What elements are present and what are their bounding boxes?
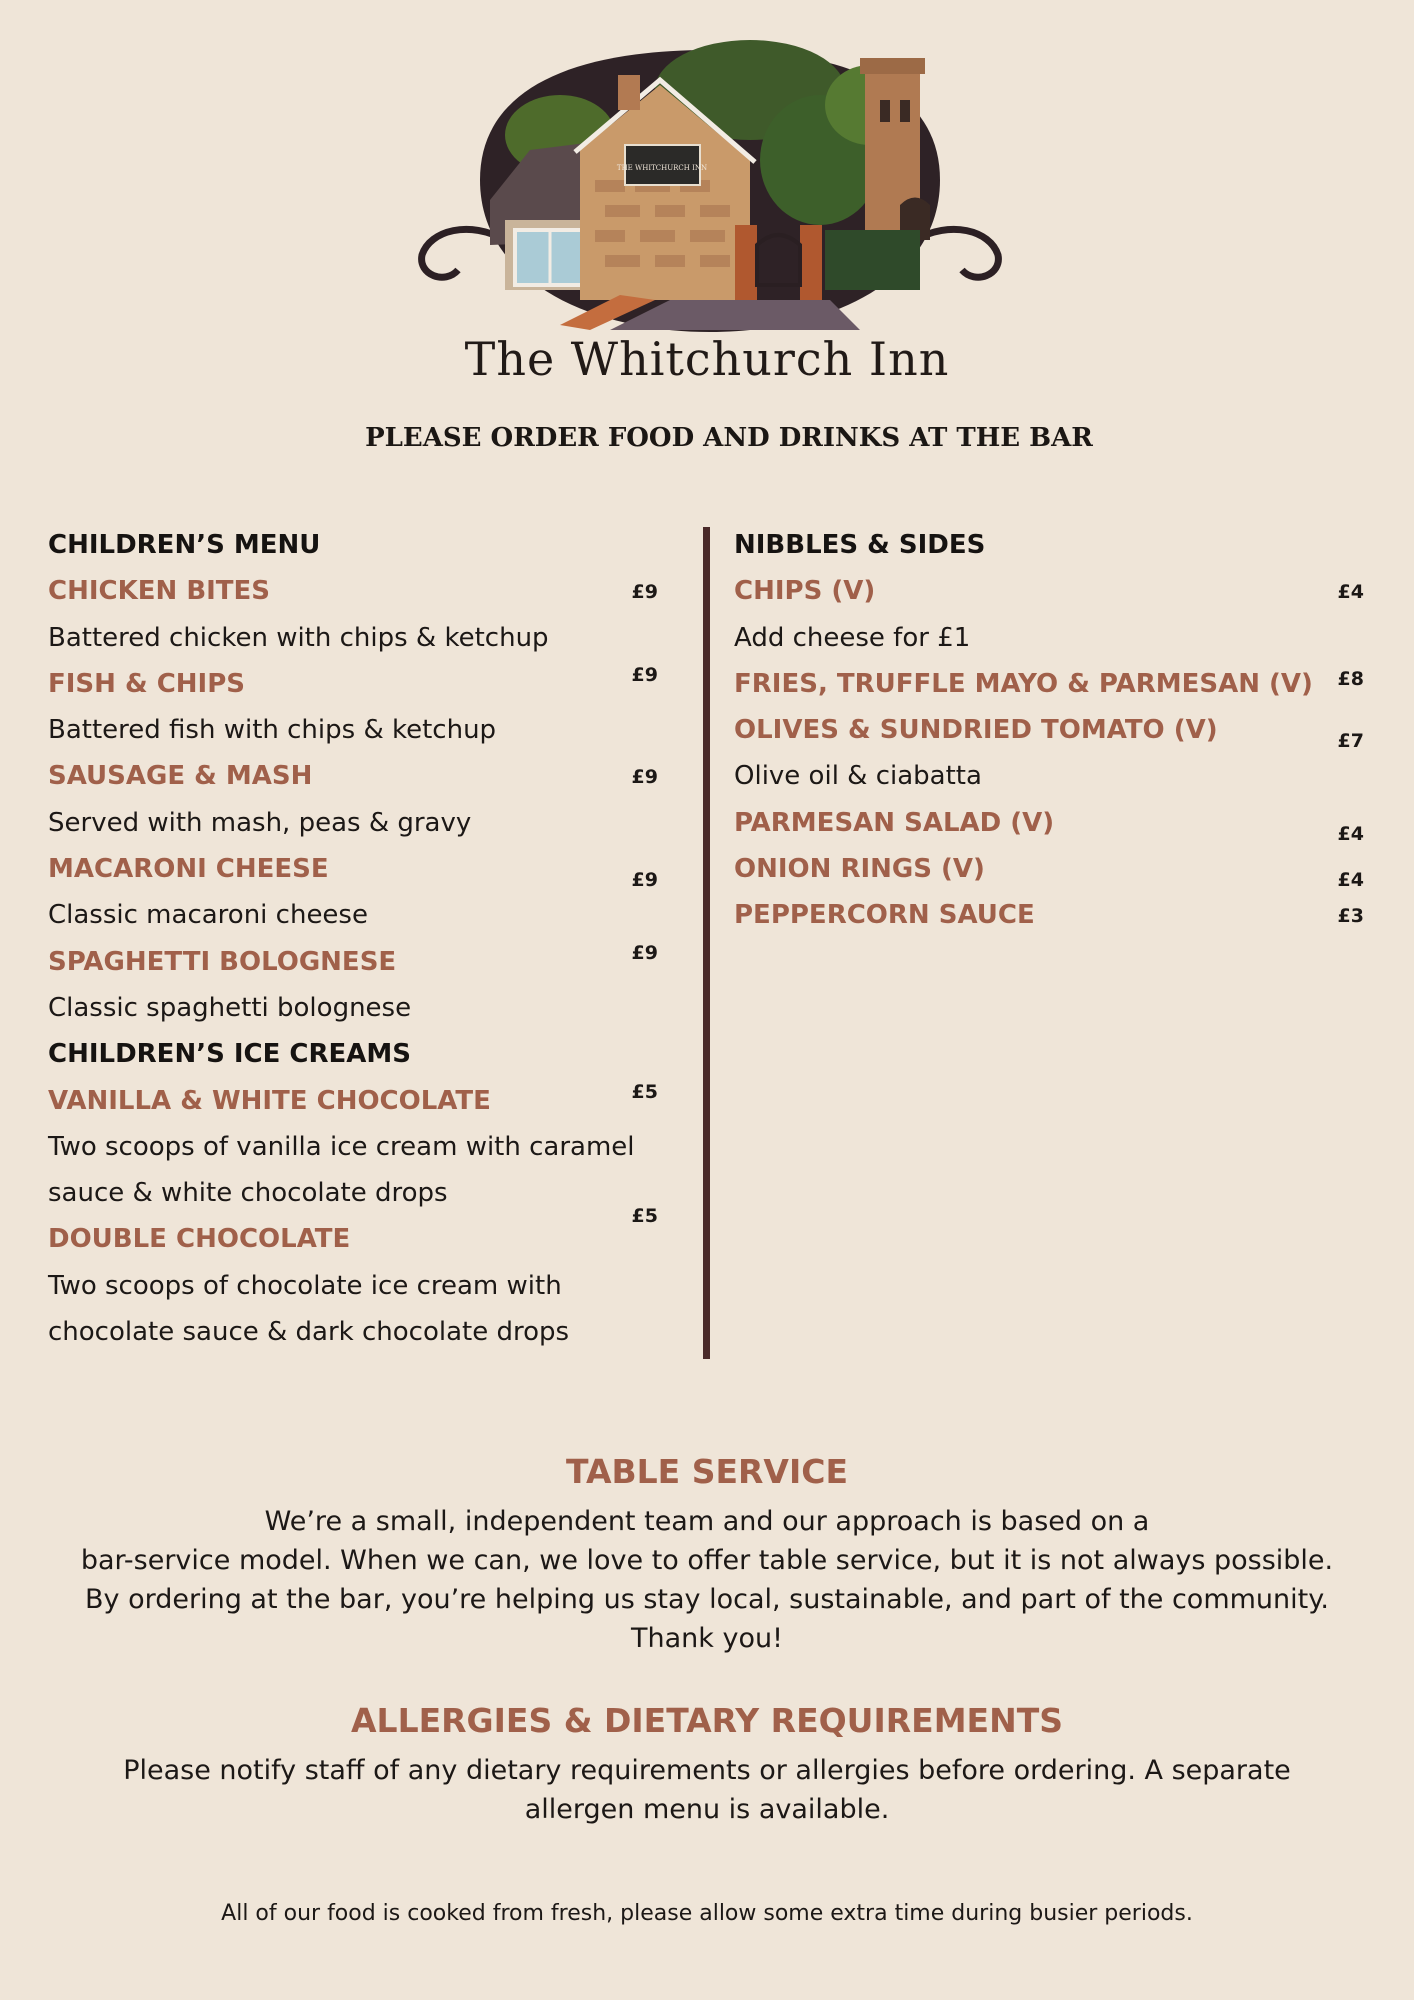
item-description: Add cheese for £1: [734, 622, 971, 653]
menu-item: [734, 707, 1364, 753]
inn-title: The Whitchurch Inn: [464, 332, 950, 386]
item-description: Battered chicken with chips & ketchup: [48, 622, 549, 653]
childrens-menu-column: [48, 522, 658, 1355]
table-service-line: By ordering at the bar, you’re helping us stay local, sustainable, and part of the community.: [85, 1584, 1329, 1615]
menu-item: [734, 568, 1364, 614]
section-heading: CHILDREN’S ICE CREAMS: [48, 1039, 412, 1070]
item-name: SAUSAGE & MASH: [48, 761, 313, 792]
item-price: £5: [631, 1205, 658, 1228]
item-price: £9: [631, 766, 658, 789]
item-price: £8: [1337, 667, 1364, 690]
menu-item: [48, 661, 658, 707]
item-price: £9: [631, 663, 658, 686]
item-description: Classic macaroni cheese: [48, 900, 368, 931]
item-price: £4: [1337, 581, 1364, 604]
item-description: Served with mash, peas & gravy: [48, 807, 472, 838]
inn-sign-text: THE WHITCHURCH INN: [616, 164, 708, 172]
item-description: Olive oil & ciabatta: [734, 761, 982, 792]
menu-item: [734, 800, 1364, 846]
item-name: FRIES, TRUFFLE MAYO & PARMESAN (V): [734, 668, 1313, 699]
item-description: Classic spaghetti bolognese: [48, 992, 412, 1023]
item-price: £5: [631, 1080, 658, 1103]
item-name: ONION RINGS (V): [734, 854, 985, 885]
item-name: FISH & CHIPS: [48, 668, 245, 699]
menu-item: [48, 753, 658, 799]
table-service-line: Thank you!: [631, 1623, 783, 1654]
item-price: £3: [1337, 905, 1364, 928]
table-service-line: bar-service model. When we can, we love to offer table service, but it is not always possible.: [80, 1545, 1334, 1576]
menu-item: [48, 1205, 658, 1262]
nibbles-sides-column: [734, 522, 1364, 939]
item-price: £7: [1337, 730, 1364, 753]
item-description: Two scoops of vanilla ice cream with caramel: [48, 1131, 635, 1162]
item-description: Battered fish with chips & ketchup: [48, 715, 497, 746]
menu-item: [734, 661, 1364, 707]
item-price: £9: [631, 941, 658, 964]
item-description: chocolate sauce & dark chocolate drops: [48, 1317, 570, 1348]
item-price: £9: [631, 581, 658, 604]
table-service-line: We’re a small, independent team and our approach is based on a: [264, 1506, 1150, 1537]
column-divider: [703, 527, 710, 1359]
menu-item: [734, 892, 1364, 938]
menu-item: [48, 1078, 658, 1124]
menu-item: [48, 568, 658, 614]
allergies-text: [0, 1751, 1414, 1829]
item-name: CHIPS (V): [734, 576, 876, 607]
menu-item: [48, 846, 658, 892]
item-description: sauce & white chocolate drops: [48, 1178, 448, 1209]
item-name: DOUBLE CHOCOLATE: [48, 1224, 351, 1255]
table-service-heading: TABLE SERVICE: [566, 1452, 848, 1491]
allergies-line: Please notify staff of any dietary requirements or allergies before ordering. A separate: [123, 1755, 1291, 1786]
order-at-bar-notice: PLEASE ORDER FOOD AND DRINKS AT THE BAR: [365, 423, 1093, 453]
item-name: PEPPERCORN SAUCE: [734, 900, 1035, 931]
item-name: MACARONI CHEESE: [48, 854, 329, 885]
item-price: £4: [1337, 822, 1364, 845]
table-service-text: [0, 1502, 1414, 1658]
section-heading: NIBBLES & SIDES: [734, 530, 986, 560]
item-name: PARMESAN SALAD (V): [734, 807, 1055, 838]
item-name: VANILLA & WHITE CHOCOLATE: [48, 1085, 491, 1116]
allergies-line: allergen menu is available.: [524, 1794, 890, 1825]
menu-item: [48, 939, 658, 985]
item-price: £4: [1337, 869, 1364, 892]
allergies-heading: ALLERGIES & DIETARY REQUIREMENTS: [351, 1701, 1063, 1740]
item-name: SPAGHETTI BOLOGNESE: [48, 946, 397, 977]
section-heading: CHILDREN’S MENU: [48, 530, 321, 560]
item-description: Two scoops of chocolate ice cream with: [48, 1270, 562, 1301]
inn-building-illustration-icon: [410, 30, 1010, 340]
item-name: OLIVES & SUNDRIED TOMATO (V): [734, 715, 1218, 746]
item-price: £9: [631, 869, 658, 892]
item-name: CHICKEN BITES: [48, 576, 271, 607]
menu-item: [734, 846, 1364, 892]
fresh-food-note: All of our food is cooked from fresh, please allow some extra time during busier periods.: [221, 1901, 1193, 1926]
